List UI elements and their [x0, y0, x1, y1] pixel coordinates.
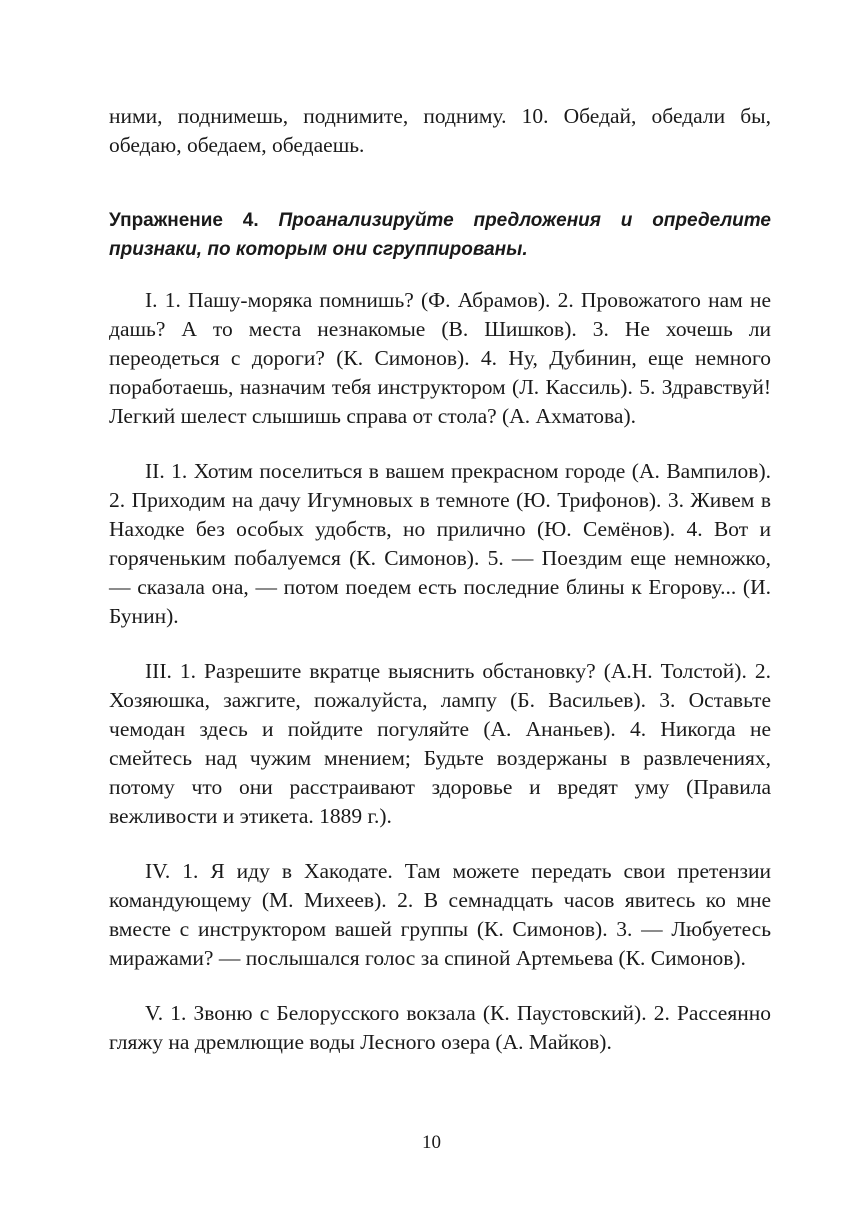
- exercise-heading: [109, 206, 771, 264]
- group-4-paragraph: IV. 1. Я иду в Хакодате. Там можете передать свои претензии командующему (М. Михеев). 2. В семнадцать часов явитесь ко мне вместе с инструктором вашей группы (К. Симонов). 3. — Любуетесь миражами? — послышался голос за спиной Артемьева (К. Симонов).: [109, 859, 771, 970]
- spacer: [109, 973, 771, 999]
- group-2-paragraph: II. 1. Хотим поселиться в вашем прекрасном городе (А. Вампилов). 2. Приходим на дачу Игумновых в темноте (Ю. Трифонов). 3. Живем в Находке без особых удобств, но прилично (Ю. Семёнов). 4. Вот и горяченьким побалуемся (К. Симонов). 5. — Поездим еще немножко, — сказала она, — потом поедем есть последние блины к Егорову... (И. Бунин).: [109, 459, 771, 628]
- spacer: [109, 431, 771, 457]
- page-content: [109, 102, 771, 1057]
- spacer: [109, 264, 771, 286]
- group-5-paragraph: V. 1. Звоню с Белорусского вокзала (К. Паустовский). 2. Рассеянно гляжу на дремлющие воды Лесного озера (А. Майков).: [109, 1001, 771, 1054]
- exercise-label: Упражнение 4.: [109, 210, 279, 231]
- group-1-paragraph: I. 1. Пашу-моряка помнишь? (Ф. Абрамов). 2. Провожатого нам не дашь? А то места незнакомые (В. Шишков). 3. Не хочешь ли переодеться с дороги? (К. Симонов). 4. Ну, Дубинин, еще немного поработаешь, назначим тебя инструктором (Л. Кассиль). 5. Здравствуй! Легкий шелест слышишь справа от стола? (А. Ахматова).: [109, 288, 771, 428]
- continuation-paragraph: ними, поднимешь, поднимите, подниму. 10. Обедай, обедали бы, обедаю, обедаем, обедаешь.: [109, 104, 771, 157]
- spacer: [109, 631, 771, 657]
- spacer: [109, 160, 771, 206]
- group-3-paragraph: III. 1. Разрешите вкратце выяснить обстановку? (А.Н. Толстой). 2. Хозяюшка, зажгите, пожалуйста, лампу (Б. Васильев). 3. Оставьте чемодан здесь и пойдите погуляйте (А. Ананьев). 4. Никогда не смейтесь над чужим мнением; Будьте воздержаны в развлечениях, потому что они расстраивают здоровье и вредят уму (Правила вежливости и этикета. 1889 г.).: [109, 659, 771, 828]
- page-number: 10: [422, 1132, 441, 1153]
- spacer: [109, 831, 771, 857]
- exercise-task: Проанализируйте предложения и определите признаки, по которым они сгруппированы.: [109, 210, 772, 260]
